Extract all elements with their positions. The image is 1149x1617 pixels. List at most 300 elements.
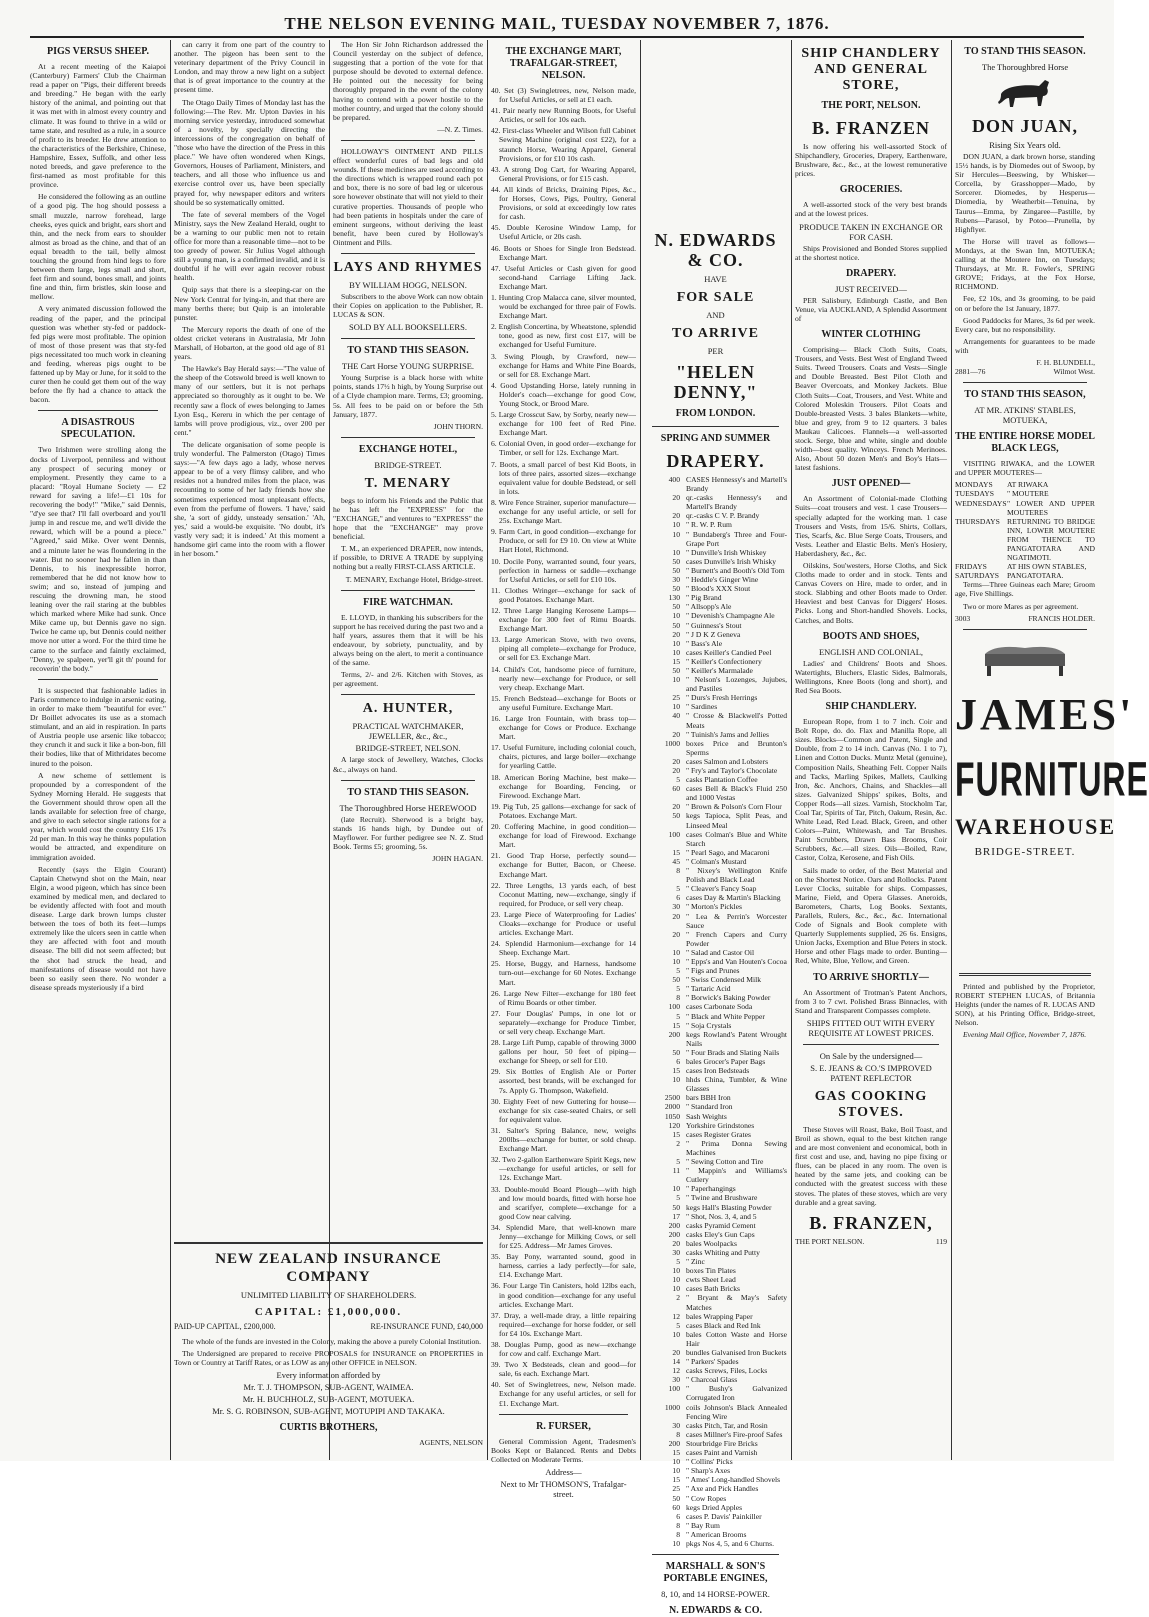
goods-row — [644, 766, 787, 775]
goods-row — [644, 1512, 787, 1521]
goods-row — [644, 1457, 787, 1466]
goods-description: " American Brooms — [686, 1529, 747, 1539]
goods-quantity: 5 — [676, 1257, 680, 1267]
goods-row — [644, 1430, 787, 1439]
goods-quantity: 10 — [672, 520, 680, 530]
goods-description: " Parkers' Spades — [686, 1357, 739, 1367]
article-paragraph: Two Irishmen were strolling along the docks of Liverpool, penniless and without any prospect of securing money or employment. Presently they came to a placard: "Royal Humane Society — £2 reward for saving a life!—£1 10s for recovering the body!" "Mike," said Dennis, "d'ye see that? I'll fall overboard and you'll jump in and rescue me, and we'll divide the reward, which will be a pound a piece." "Agreed," said Mike. Over went Dennis, and a minute later he was floundering in the water. But no sooner had he fallen in than Dennis, to his inexpressible horror, remembered that he did not know how to swim; and so, instead of jumping and rescuing the drowning man, he stood leaning over the rail staring at the bubbles which marked where Mike had sunk. Once Mike came up, but Dennis gave no sign. Twice he came up, but Dennis could neither move nor utter a word. For the third time he came to the surface and faintly exclaimed, "Denny, ye spalpeen, yer'll git th' pound for recoverin' the body." — [30, 445, 166, 673]
goods-row — [644, 857, 787, 866]
goods-row — [644, 993, 787, 1002]
ad-subheading: AT MR. ATKINS' STABLES, MOTUEKA, — [974, 405, 1076, 426]
furniture-heading: FURNITURE — [955, 751, 1149, 806]
goods-quantity: 5 — [676, 775, 680, 785]
ship-origin: FROM LONDON. — [675, 408, 756, 419]
goods-description: " Nelson's Lozenges, Jujubes, and Pastiles — [686, 675, 787, 694]
exchange-lot: 39. Two X Bedsteads, clean and good—for sale, 6s each. Exchange Mart. — [491, 1360, 636, 1379]
goods-quantity: 30 — [672, 575, 680, 585]
ad-text: T. M., an experienced DRAPER, now intends, if possible, to DRIVE A TRADE by supplying nothing but a really FIRST-CLASS ARTICLE. — [333, 544, 483, 572]
column-2 — [174, 40, 325, 1240]
goods-quantity: 50 — [672, 584, 680, 594]
article-source: —N. Z. Times. — [437, 124, 483, 134]
goods-description: bales Wrapping Paper — [686, 1311, 753, 1321]
furniture-illustration — [965, 640, 1085, 680]
masthead-title: THE NELSON EVENING MAIL, TUESDAY NOVEMBER 7, 1876. — [284, 14, 830, 33]
schedule-place: PANGATOTARA. — [1007, 571, 1064, 581]
goods-description: " Swiss Condensed Milk — [686, 975, 762, 985]
article-paragraph: At a recent meeting of the Kaiapoi (Canterbury) Farmers' Club the Chairman read a paper on "Pigs, their different breeds and breeding." He began with the early history of the animal, and pointing out that it was met with in almost every country and climate. It was found to thrive in a wild or tame state, and resulted as a rule, in a source of profit to its breeder. He drew attention to the characteristics of the Berkshire, Chinese, Hampshire, Essex, Suffolk, and other less noted breeds, and gave preference to the first-named as most profitable for this province. — [30, 62, 166, 190]
goods-description: " Sewing Cotton and Tire — [686, 1157, 764, 1167]
exchange-lot: 13. Large American Stove, with two ovens, piping all complete—exchange for Produce, or sell for £3. Exchange Mart. — [491, 635, 636, 663]
ad-text: Terms, 2/- and 2/6. Kitchen with Stoves, as per agreement. — [333, 670, 483, 689]
ad-text: Sails made to order, of the Best Material and on the Shortest Notice. Oars and Rollocks. Patent Lever Clocks, suitable for ships. Compasses, Marine, Field, and Opera Glasses. Aneroids, Barometers, Charts, Log Books. Sextants, Parallels, Rulers, &c., &c., &c. International Code of Signals and Book complete with Quarterly Supplements supplied, 26 6s. Ensigns, Union Jacks, Exemption and Blue Peters in stock. Horse and other Flags made to order. Bunting—Red, White, Blue, Yellow, and Green. — [795, 865, 947, 966]
insurance-title: NEW ZEALAND INSURANCE COMPANY — [215, 1251, 442, 1285]
exchange-lot: 19. Pig Tub, 25 gallons—exchange for sack of Potatoes. Exchange Mart. — [491, 801, 636, 820]
goods-row — [644, 584, 787, 593]
goods-quantity: 100 — [668, 1384, 680, 1394]
goods-description: casks Pyramid Cement — [686, 1220, 756, 1230]
goods-row — [644, 1266, 787, 1275]
goods-list — [644, 475, 787, 1548]
insurance-agents-location: AGENTS, NELSON — [419, 1438, 483, 1448]
goods-quantity: 30 — [672, 1420, 680, 1430]
horse-name: The Thoroughbred Horse HEREWOOD — [339, 802, 477, 813]
divider — [499, 1414, 628, 1415]
goods-row — [644, 1066, 787, 1075]
goods-row — [644, 1002, 787, 1011]
goods-row — [644, 1475, 787, 1484]
ad-signature: T. MENARY, Exchange Hotel, Bridge-street. — [345, 574, 483, 584]
ad-text: The Horse will travel as follows—Mondays, at the Swan Inn, MOTUEKA; calling at the Moutere Inn, on Tuesdays; Thursdays, at Mr. R. Fowler's, SPRING GROVE; Fridays, at the Fox Horse, RICHMOND. — [955, 236, 1095, 292]
goods-row — [644, 1357, 787, 1366]
goods-quantity: 12 — [672, 1311, 680, 1321]
insurance-funds: The whole of the funds are invested in the Colony, making the above a purely Colonial Institution. — [182, 1337, 481, 1347]
exchange-lot: 15. French Bedstead—exchange for Boots or any useful Furniture. Exchange Mart. — [491, 693, 636, 712]
exchange-lot: 21. Good Trap Horse, perfectly sound—exchange for Butter, Bacon, or Cheese. Exchange Mart. — [491, 851, 636, 879]
goods-description: Yorkshire Grindstones — [686, 1120, 755, 1130]
ad-subheading: THE PORT, NELSON. — [821, 100, 921, 111]
goods-description: boxes Tin Plates — [686, 1266, 736, 1276]
goods-quantity: 100 — [668, 1002, 680, 1012]
goods-row — [644, 1521, 787, 1530]
goods-row — [644, 893, 787, 902]
goods-row — [644, 575, 787, 584]
ad-text: Comprising— Black Cloth Suits, Coats, Trousers, and Vests. Best West of England Tweed Suits. Tweed Trousers. Coats and Vests—Single and Double Breasted. Best Pilot Cloth and Beaver Overcoats, and Monkey Jackets. Blue Cloth Suits—Coat, Trousers, and Vest. White and Colored Moleskin Trousers. Pilot Coats and Double-breasted Vests. 3 bales Blankets—white, blue and grey, from 9 to 12 quarters. 3 bales Maukau Calicoes. Flannels—a well-assorted stock. Serge, blue and white, single and double width—best quality. Winceys. French Merinoes. Also, About 50 dozen Men's and Boy's Hats—latest fashions. — [795, 345, 947, 473]
exchange-lot: 33. Double-mould Board Plough—with high and low mould boards, fitted with horse hoe and scarifyer, complete—exchange for a good Cow near calving. — [491, 1184, 636, 1221]
goods-description: " Collins' Picks — [686, 1457, 733, 1467]
ad-text: A well-assorted stock of the very best brands and at the lowest prices. — [795, 200, 947, 219]
ad-address: BRIDGE-STREET, NELSON. — [355, 743, 461, 754]
goods-quantity: 20 — [672, 511, 680, 521]
goods-quantity: 20 — [672, 1238, 680, 1248]
reinsurance-fund: RE-INSURANCE FUND, £40,000 — [370, 1322, 483, 1331]
goods-row — [644, 1275, 787, 1284]
divider — [341, 140, 475, 141]
schedule-place: AT RIWAKA — [1007, 480, 1049, 490]
goods-row — [644, 1284, 787, 1293]
article-heading: A DISASTROUS SPECULATION. — [61, 417, 135, 441]
goods-description: casks Screws, Files, Locks — [686, 1366, 768, 1376]
goods-description: cases Salmon and Lobsters — [686, 756, 769, 766]
goods-description: " Heddle's Ginger Wine — [686, 575, 759, 585]
goods-row — [644, 593, 787, 602]
goods-description: cases Black and Red Ink — [686, 1320, 761, 1330]
schedule-row — [955, 517, 1095, 562]
ad-word: HAVE — [704, 274, 727, 284]
goods-description: " Fry's and Taylor's Chocolate — [686, 766, 778, 775]
goods-row — [644, 1248, 787, 1257]
ad-subheading: The Thoroughbred Horse — [981, 62, 1069, 72]
goods-row — [644, 1221, 787, 1230]
ad-number: 119 — [935, 1236, 947, 1246]
exchange-lot: 30. Eighty Feet of new Guttering for house—exchange for six case-seated Chairs, or sell for equivalent value. — [491, 1096, 636, 1124]
divider — [652, 1554, 779, 1555]
goods-description: " Burnett's and Booth's Old Tom — [686, 565, 785, 575]
goods-description: cases Bath Bricks — [686, 1284, 740, 1294]
exchange-lot: 17. Useful Furniture, including colonial couch, chairs, pictures, and large boiler—exchange for yearling Cattle. — [491, 743, 636, 771]
ad-text: A large stock of Jewellery, Watches, Clocks &c., always on hand. — [333, 755, 483, 774]
goods-quantity: 200 — [668, 1220, 680, 1230]
exchange-lot: 5. Large Crosscut Saw, by Sorby, nearly new—exchange for 100 feet of Red Pine. Exchange Mart. — [491, 410, 636, 438]
exchange-lot: 32. Two 2-gallon Earthenware Spirit Kegs, new—exchange for useful articles, or sell for 12s. Exchange Mart. — [491, 1155, 636, 1183]
goods-quantity: 10 — [672, 611, 680, 621]
goods-description: " Figs and Prunes — [686, 966, 740, 976]
exchange-lot: 37. Dray, a well-made dray, a little repairing required—exchange for horse fodder, or sell for £4 10s. Exchange Mart. — [491, 1310, 636, 1338]
horse-illustration — [995, 76, 1055, 110]
exchange-lot: 25. Horse, Buggy, and Harness, handsome turn-out—exchange for 60 Notes. Exchange Mart. — [491, 959, 636, 987]
goods-row — [644, 1421, 787, 1430]
goods-row — [644, 530, 787, 548]
goods-quantity: 1050 — [664, 1111, 680, 1121]
goods-quantity: 50 — [672, 620, 680, 630]
horse-age: Rising Six Years old. — [989, 140, 1061, 150]
goods-description: " Dunville's Irish Whiskey — [686, 547, 767, 557]
goods-row — [644, 1384, 787, 1402]
ad-heading: EXCHANGE HOTEL, — [358, 443, 458, 455]
ad-heading: BOOTS AND SHOES, — [822, 630, 920, 642]
goods-description: cases Paint and Varnish — [686, 1448, 758, 1458]
goods-quantity: 25 — [672, 1484, 680, 1494]
article-paragraph: can carry it from one part of the country to another. The pigeon has been sent to the veterinary department of the Privy Council in London, and may throw a new light on a subject that is of great importance to the country at the present time. — [174, 40, 325, 95]
ad-heading: TO ARRIVE SHORTLY— — [813, 971, 929, 983]
goods-description: " Zinc — [686, 1257, 705, 1267]
goods-row — [644, 1212, 787, 1221]
insurance-proposals: The Undersigned are prepared to receive PROPOSALS for INSURANCE on PROPERTIES in Town or Country at Tariff Rates, or as LOW as any other OFFICE in NELSON. — [174, 1349, 483, 1368]
exchange-mart-heading: THE EXCHANGE MART, TRAFALGAR-STREET, NELSON. — [505, 46, 622, 81]
imprint-date: Evening Mail Office, November 7, 1876. — [963, 1030, 1087, 1040]
goods-quantity: 10 — [672, 647, 680, 657]
warehouse-heading: WAREHOUSE — [955, 813, 1117, 839]
goods-description: " Keiller's Confectionery — [686, 656, 762, 666]
insurance-info: Every information afforded by — [276, 1370, 381, 1381]
ad-subheading: 8, 10, and 14 HORSE-POWER. — [661, 1589, 770, 1600]
goods-row — [644, 648, 787, 657]
goods-row — [644, 1403, 787, 1421]
goods-description: kegs Rowland's Patent Wrought Nails — [686, 1029, 787, 1048]
exchange-lot: 26. Large New Filter—exchange for 180 feet of Rimu Boards or other timber. — [491, 988, 636, 1007]
goods-row — [644, 1494, 787, 1503]
divider — [652, 426, 779, 427]
goods-description: " Devenish's Champagne Ale — [686, 611, 775, 621]
article-paragraph: The Otago Daily Times of Monday last has the following:—The Rev. Mr. Upton Davies in his morning service yesterday, introduced somewhat of a novelty, by specially directing the intercessions of the congregation on behalf of "those who have the direction of the Press in this place." We have often wondered when Kings, Governors, Houses of Parliament, Ministers, and teachers, and all those who influence us and exercise control over us, have been specially prayed for, why newspaper editors and writers should be so systematically omitted. — [174, 97, 325, 207]
goods-quantity: 50 — [672, 1493, 680, 1503]
goods-quantity: 10 — [672, 638, 680, 648]
goods-quantity: 2 — [676, 1293, 680, 1303]
goods-quantity: 15 — [672, 847, 680, 857]
masthead — [0, 0, 1114, 40]
exchange-lot: 36. Four Large Tin Canisters, hold 12lbs each, in good condition—exchange for any useful articles. Exchange Mart. — [491, 1281, 636, 1309]
ad-heading: SHIP CHANDLERY AND GENERAL STORE, — [801, 46, 941, 93]
goods-description: " Mappin's and Williams's Cutlery — [686, 1166, 787, 1185]
schedule-place: RETURNING TO BRIDGE INN, LOWER MOUTERE FROM THENCE TO PANGATOTARA AND NGATIMOTI. — [1007, 516, 1095, 563]
article-heading: PIGS VERSUS SHEEP. — [47, 46, 149, 57]
goods-description: " Salad and Castor Oil — [686, 947, 755, 957]
exchange-lot: 3. Swing Plough, by Crawford, new—exchange for Hams and White Pine Boards, or sell for £8. Exchange Mart. — [491, 351, 636, 379]
paid-up-capital: PAID-UP CAPITAL, £200,000. — [174, 1322, 276, 1331]
column-1 — [30, 40, 166, 1458]
goods-row — [644, 1112, 787, 1121]
sub-agent: Mr. T. J. THOMPSON, SUB-AGENT, WAIMEA. — [243, 1382, 414, 1393]
goods-description: " Pig Brand — [686, 593, 722, 603]
exchange-lot: 45. Double Kerosine Window Lamp, for Useful Article, or 20s cash. — [491, 223, 636, 242]
goods-row — [644, 1539, 787, 1548]
goods-description: pkgs Nos 4, 5, and 6 Churns. — [686, 1538, 774, 1548]
goods-description: " Keiller's Marmalade — [686, 665, 753, 675]
goods-row — [644, 775, 787, 784]
exchange-lot: 40. Set (3) Swingletrees, new, Nelson made, for Useful Articles, or sell at £1 each. — [491, 86, 636, 105]
ad-heading: TO STAND THIS SEASON. — [964, 46, 1086, 57]
goods-row — [644, 548, 787, 557]
goods-description: " Four Brads and Slating Nails — [686, 1047, 780, 1057]
goods-description: kegs Dried Apples — [686, 1502, 743, 1512]
goods-description: " Allsopp's Ale — [686, 602, 732, 612]
exchange-lot: 42. First-class Wheeler and Wilson full Cabinet Sewing Machine (original cost £22), for a staunch Horse, Wearing Apparel, General Provisions, or for £10 10s cash. — [491, 126, 636, 163]
ad-heading: TO STAND THIS SEASON, — [964, 389, 1086, 401]
schedule-place: " MOUTERE — [1007, 489, 1049, 499]
masthead-rule — [30, 36, 1084, 38]
goods-row — [644, 1330, 787, 1348]
goods-quantity: 30 — [672, 902, 680, 912]
warehouse-address: BRIDGE-STREET. — [974, 845, 1076, 858]
ad-heading: LAYS AND RHYMES — [333, 259, 483, 275]
merchant-signature: B. FRANZEN, — [809, 1212, 933, 1233]
divider — [341, 694, 475, 695]
goods-quantity: 8 — [676, 1429, 680, 1439]
goods-quantity: 5 — [676, 884, 680, 894]
goods-row — [644, 630, 787, 639]
goods-row — [644, 1321, 787, 1330]
goods-row — [644, 1166, 787, 1184]
goods-quantity: 50 — [672, 1047, 680, 1057]
schedule-day: THURSDAYS — [955, 516, 1000, 526]
insurance-liability: UNLIMITED LIABILITY OF SHAREHOLDERS. — [240, 1290, 417, 1300]
ad-heading: GAS COOKING STOVES. — [814, 1088, 928, 1120]
ad-text: General Commission Agent, Tradesmen's Books Kept or Balanced. Rents and Debts Collected on Moderate Terms. — [491, 1436, 636, 1464]
goods-description: bundles Galvanised Iron Buckets — [686, 1348, 787, 1357]
goods-row — [644, 693, 787, 702]
ad-address: Next to Mr THOMSON'S, Trafalgar-street. — [500, 1478, 627, 1499]
column-7 — [955, 40, 1149, 1458]
goods-quantity: 1000 — [664, 1402, 680, 1412]
ad-heading: DRAPERY. — [666, 451, 765, 471]
goods-description: cases Colman's Blue and White Starch — [686, 829, 787, 848]
goods-row — [644, 884, 787, 893]
goods-quantity: 20 — [672, 1348, 680, 1357]
goods-description: " Bay Rum — [686, 1520, 720, 1530]
article-paragraph: Recently (says the Elgin Courant) Captain Chetwynd shot on the Main, near Elgin, a wood pigeon, which has since been examined by medical men, and declared to be evidently affected with foot and mouth disease. Large dark brown lumps cluster between the toes of both its feet—lumps extremely like the ulcers seen in cattle when they are affected with foot and mouth disease. The bill did not seem affected; but the shot had struck the head, and manifestations of disease would not have been so easily seen there. No wonder a disease spreads mysteriously if a bird — [30, 864, 166, 992]
goods-row — [644, 711, 787, 729]
exchange-lot: 31. Salter's Spring Balance, new, weighs 200lbs—exchange for butter, or sold cheap. Exchange Mart. — [491, 1125, 636, 1154]
ad-signature: F. H. BLUNDELL, — [1036, 357, 1095, 367]
goods-quantity: 60 — [672, 784, 680, 794]
merchant-signature: N. EDWARDS & CO. — [668, 1605, 763, 1617]
goods-description: kegs Hall's Blasting Powder — [686, 1202, 772, 1212]
goods-quantity: 50 — [672, 565, 680, 575]
divider — [341, 253, 475, 254]
goods-description: " Durs's Fresh Herrings — [686, 693, 758, 703]
goods-row — [644, 948, 787, 957]
insurance-ad — [174, 1242, 483, 1460]
goods-description: kegs Tapioca, Split Peas, and Linseed Meal — [686, 811, 787, 830]
goods-quantity: 20 — [672, 493, 680, 503]
exchange-lot: 23. Large Piece of Waterproofing for Ladies' Cloaks—exchange for Produce or useful articles. Exchange Mart. — [491, 909, 636, 938]
goods-quantity: 20 — [672, 766, 680, 775]
goods-quantity: 10 — [672, 1329, 680, 1339]
goods-row — [644, 1121, 787, 1130]
exchange-lot: 22. Three Lengths, 13 yards each, of best Coconut Matting, new—exchange, singly if required, for Produce, or sell very cheap. — [491, 880, 636, 908]
exchange-lot: 10. Docile Pony, warranted sound, four years, perfection in harness or saddle—exchange for Useful Articles, or sell for £10 10s. — [491, 556, 636, 584]
imprint: Printed and published by the Proprietor, ROBERT STEPHEN LUCAS, of Britannia Heights (under the names of R. LUCAS AND SON), at his Printing Office, Bridge-street, Nelson. — [955, 981, 1095, 1028]
goods-quantity: 8 — [676, 866, 680, 876]
goods-row — [644, 1157, 787, 1166]
goods-row — [644, 475, 787, 493]
goods-row — [644, 1375, 787, 1384]
exchange-lot: 44. All kinds of Bricks, Draining Pipes, &c., for Horses, Cows, Pigs, Poultry, General Provisions, or sold at exceedingly low rates for cash. — [491, 184, 636, 222]
goods-quantity: 50 — [672, 811, 680, 821]
goods-quantity: 11 — [672, 1166, 680, 1176]
goods-row — [644, 811, 787, 829]
goods-description: " Crosse & Blackwell's Potted Meats — [686, 711, 787, 730]
ad-text: An Assortment of Colonial-made Clothing Suits—coat trousers and vest. 1 case Trousers—specially adapted for the working man. 1 case Trousers and Vests, from 15/6. Shirts, Collars, Ties, Scarfs, &c. Blue Serge Coats, Trousers, and Vests. Leather and Elastic Belts. Men's Hosiery, Haberdashery, &c., &c. — [795, 494, 947, 558]
goods-description: " Nixey's Wellington Knife Polish and Black Lead — [686, 866, 787, 885]
ad-text: begs to inform his Friends and the Public that he has left the "EXPRESS" for the "EXCHANGE," and ventures to "EXPRESS" the hope that the "EXCHANGE" may prove beneficial. — [333, 495, 483, 542]
goods-quantity: 5 — [676, 1320, 680, 1330]
goods-description: " French Capers and Curry Powder — [686, 929, 787, 948]
article-paragraph: Quip says that there is a sleeping-car on the New York Central for lying-in, and that there are many berths there; but Quip is an intolerable punster. — [174, 285, 325, 322]
goods-quantity: 50 — [672, 602, 680, 612]
goods-row — [644, 1312, 787, 1321]
goods-quantity: 30 — [672, 1375, 680, 1385]
goods-row — [644, 611, 787, 620]
goods-row — [644, 1466, 787, 1475]
exchange-lot: 47. Useful Articles or Cash given for good second-hand Carriage Lifting Jack. Exchange Mart. — [491, 263, 636, 291]
goods-quantity: 50 — [672, 975, 680, 985]
goods-quantity: 2500 — [664, 1093, 680, 1103]
goods-row — [644, 1348, 787, 1357]
goods-quantity: 20 — [672, 729, 680, 739]
schedule-row — [955, 499, 1095, 517]
goods-description: Stourbridge Fire Bricks — [686, 1438, 758, 1448]
goods-quantity: 5 — [676, 966, 680, 976]
ad-heading: MARSHALL & SON'S PORTABLE ENGINES, — [663, 1561, 768, 1585]
goods-description: " Charcoal Glass — [686, 1375, 738, 1385]
exchange-lot: 40. Set of Swingletrees, new, Nelson made. Exchange for any useful articles, or sell for £1. Exchange Mart. — [491, 1380, 636, 1408]
goods-description: cases Millner's Fire-proof Safes — [686, 1429, 783, 1439]
goods-row — [644, 984, 787, 993]
goods-description: cases Day & Martin's Blacking — [686, 893, 781, 903]
goods-description: cases Iron Bedsteads — [686, 1066, 750, 1076]
goods-description: cwts Sheet Lead — [686, 1275, 736, 1285]
sub-agent: Mr. H. BUCHHOLZ, SUB-AGENT, MOTUEKA. — [242, 1394, 415, 1405]
divider — [803, 1044, 939, 1045]
visiting-schedule — [955, 480, 1095, 580]
goods-row — [644, 566, 787, 575]
goods-quantity: 120 — [668, 1120, 680, 1130]
goods-quantity: 5 — [676, 984, 680, 994]
ad-text: These Stoves will Roast, Bake, Boil Toast, and Broil as shown, equal to the best kitchen range and are most convenient and economical, both in first cost and use, and, having no pipe fixing or flues, can be placed in any room. The oven is heated by the same jets, and cooking can be conducted with the greatest success with these stoves. The plates of these stoves, which are very durable and a great saving. — [795, 1124, 947, 1207]
exchange-lot: 41. Pair nearly new Running Boots, for Useful Articles, or sell for 10s each. — [491, 106, 636, 125]
schedule-place: " LOWER AND UPPER MOUTERES — [1007, 498, 1095, 517]
goods-quantity: 6 — [676, 893, 680, 903]
goods-description: " Morton's Pickles — [686, 902, 742, 912]
goods-quantity: 10 — [672, 1184, 680, 1194]
schedule-place: AT HIS OWN STABLES, — [1007, 562, 1087, 572]
exchange-lot: 2. English Concertina, by Wheatstone, splendid tone, good as new, first cost £17, will be exchanged for Useful Furniture. — [491, 322, 636, 350]
divider — [341, 780, 475, 781]
ad-text: VISITING RIWAKA, and the LOWER and UPPER MOUTERES— — [955, 459, 1095, 478]
schedule-day: WEDNESDAYS — [955, 498, 1007, 508]
goods-row — [644, 1093, 787, 1102]
goods-quantity: 20 — [672, 802, 680, 812]
ad-text: Ships Provisioned and Bonded Stores supplied at the shortest notice. — [795, 243, 947, 262]
goods-description: qr.-casks C V. P. Brandy — [686, 511, 760, 521]
ad-word: AND — [706, 310, 725, 320]
goods-description: " Colman's Mustard — [686, 856, 747, 866]
goods-description: " Brown & Polson's Corn Flour — [686, 802, 782, 812]
goods-description: " Lea & Perrin's Worcester Sauce — [686, 911, 787, 930]
goods-description: bales Cotton Waste and Horse Hair — [686, 1329, 787, 1348]
goods-row — [644, 930, 787, 948]
goods-row — [644, 602, 787, 611]
goods-description: " Borwick's Baking Powder — [686, 993, 771, 1003]
goods-quantity: 15 — [672, 1066, 680, 1076]
divider — [963, 629, 1087, 630]
ad-text: Fee, £2 10s, and 3s grooming, to be paid on or before the 1st January, 1877. — [955, 294, 1095, 313]
goods-row — [644, 1230, 787, 1239]
exchange-lot: 34. Splendid Mare, that well-known mare Jenny—exchange for Milking Cows, or sell for £25. Address—Mr James Groves. — [491, 1222, 636, 1251]
ad-text: Terms—Three Guineas each Mare; Groom age, Five Shillings. — [955, 580, 1095, 599]
ad-heading: TO STAND THIS SEASON. — [347, 345, 469, 357]
article-paragraph: A very animated discussion followed the reading of the paper, and the principal question was whether sty-fed or paddock-fed pigs were most profitable. The opinion of most of those present was that sty-fed pigs necessitated too much work in cleaning and feeding, whereas pigs ought to be fattened up by May or June, for it sold to the curer then he could get them out of the way before the fly had a chance to attack the bacon. — [30, 304, 166, 405]
goods-quantity: 15 — [672, 1020, 680, 1030]
ad-note: PRODUCE TAKEN IN EXCHANGE OR FOR CASH. — [799, 221, 943, 242]
ad-text: DON JUAN, a dark brown horse, standing 15½ hands, is by Diomedes out of Swoop, by Sir Hercules—Beeswing, by Whisker—Corcella, by Grasshopper—Mado, by Sorcerer. Diomedes, by Hesperus—Diomedia, by Weatherbit—Tenuina, by Taurus—Emma, by Zingaree—Pastille, by Rubens—Parasol, by Potoo—Prunella, by Highflyer. — [955, 152, 1095, 234]
goods-description: " Pearl Sago, and Macaroni — [686, 847, 770, 857]
ad-heading: JUST OPENED— — [831, 478, 911, 490]
goods-description: " Twine and Brushware — [686, 1193, 758, 1203]
schedule-row — [955, 571, 1095, 580]
goods-quantity: 200 — [668, 1029, 680, 1039]
goods-row — [644, 702, 787, 711]
goods-quantity: 5 — [676, 1157, 680, 1167]
goods-description: " Bryant & May's Safety Matches — [686, 1293, 787, 1312]
goods-quantity: 10 — [672, 956, 680, 966]
ad-text: Arrangements for guarantees to be made with — [955, 336, 1095, 355]
goods-quantity: 400 — [668, 475, 680, 484]
ad-note: SOLD BY ALL BOOKSELLERS. — [349, 322, 467, 333]
goods-row — [644, 1293, 787, 1311]
goods-row — [644, 912, 787, 930]
ad-word: TO ARRIVE — [672, 326, 759, 341]
